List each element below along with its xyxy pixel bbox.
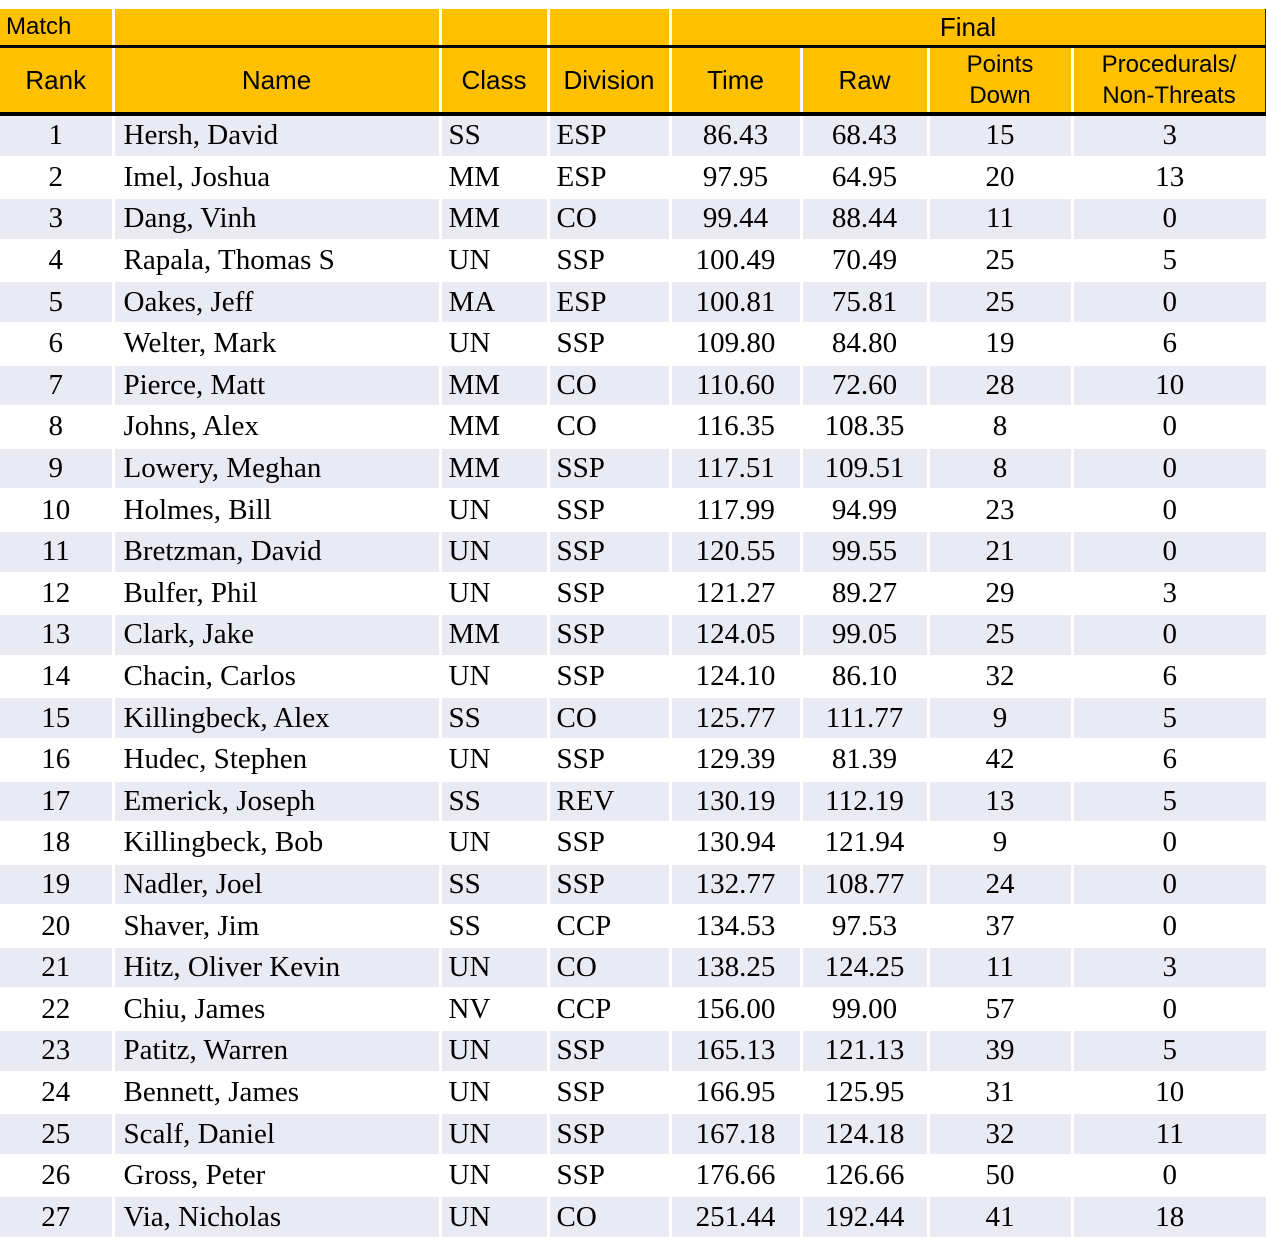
cell-raw: 97.53 bbox=[801, 905, 928, 947]
cell-class: SS bbox=[440, 905, 548, 947]
cell-class: UN bbox=[440, 1072, 548, 1114]
cell-rank: 19 bbox=[0, 864, 113, 906]
cell-division: CCP bbox=[548, 988, 670, 1030]
cell-division: SSP bbox=[548, 573, 670, 615]
cell-points_down: 19 bbox=[928, 323, 1072, 365]
cell-time: 124.05 bbox=[670, 614, 801, 656]
match-results-table bbox=[0, 9, 1266, 1237]
cell-rank: 2 bbox=[0, 157, 113, 199]
cell-time: 166.95 bbox=[670, 1072, 801, 1114]
cell-name: Dang, Vinh bbox=[113, 198, 440, 240]
col-header-points-down bbox=[928, 47, 1072, 115]
col-header-points-down-line2: Down bbox=[969, 82, 1031, 109]
cell-rank: 20 bbox=[0, 905, 113, 947]
table-row bbox=[0, 573, 1266, 615]
cell-name: Holmes, Bill bbox=[113, 489, 440, 531]
cell-points_down: 31 bbox=[928, 1072, 1072, 1114]
table-row bbox=[0, 656, 1266, 698]
table-row bbox=[0, 988, 1266, 1030]
cell-raw: 99.00 bbox=[801, 988, 928, 1030]
cell-points_down: 13 bbox=[928, 781, 1072, 823]
cell-time: 99.44 bbox=[670, 198, 801, 240]
header-spacer-division bbox=[548, 9, 670, 47]
cell-class: MM bbox=[440, 365, 548, 407]
cell-time: 156.00 bbox=[670, 988, 801, 1030]
cell-points_down: 25 bbox=[928, 614, 1072, 656]
cell-procedurals: 5 bbox=[1072, 1030, 1266, 1072]
cell-division: CO bbox=[548, 365, 670, 407]
cell-time: 130.19 bbox=[670, 781, 801, 823]
table-row bbox=[0, 448, 1266, 490]
cell-points_down: 29 bbox=[928, 573, 1072, 615]
cell-raw: 108.77 bbox=[801, 864, 928, 906]
cell-rank: 8 bbox=[0, 406, 113, 448]
cell-division: SSP bbox=[548, 489, 670, 531]
header-spacer-name bbox=[113, 9, 440, 47]
cell-rank: 6 bbox=[0, 323, 113, 365]
cell-rank: 25 bbox=[0, 1113, 113, 1155]
cell-class: SS bbox=[440, 697, 548, 739]
cell-points_down: 37 bbox=[928, 905, 1072, 947]
cell-points_down: 32 bbox=[928, 1113, 1072, 1155]
cell-raw: 72.60 bbox=[801, 365, 928, 407]
cell-time: 117.51 bbox=[670, 448, 801, 490]
cell-points_down: 50 bbox=[928, 1155, 1072, 1197]
cell-name: Nadler, Joel bbox=[113, 864, 440, 906]
cell-rank: 7 bbox=[0, 365, 113, 407]
cell-time: 176.66 bbox=[670, 1155, 801, 1197]
cell-procedurals: 0 bbox=[1072, 531, 1266, 573]
cell-time: 117.99 bbox=[670, 489, 801, 531]
cell-procedurals: 0 bbox=[1072, 822, 1266, 864]
cell-name: Scalf, Daniel bbox=[113, 1113, 440, 1155]
cell-name: Lowery, Meghan bbox=[113, 448, 440, 490]
cell-time: 251.44 bbox=[670, 1196, 801, 1237]
cell-time: 167.18 bbox=[670, 1113, 801, 1155]
header-spacer-class bbox=[440, 9, 548, 47]
cell-raw: 81.39 bbox=[801, 739, 928, 781]
cell-name: Bennett, James bbox=[113, 1072, 440, 1114]
table-row bbox=[0, 1196, 1266, 1237]
cell-name: Hitz, Oliver Kevin bbox=[113, 947, 440, 989]
cell-rank: 23 bbox=[0, 1030, 113, 1072]
header-row-columns bbox=[0, 47, 1266, 115]
cell-class: MM bbox=[440, 198, 548, 240]
cell-name: Killingbeck, Alex bbox=[113, 697, 440, 739]
cell-division: SSP bbox=[548, 822, 670, 864]
col-header-rank: Rank bbox=[0, 47, 113, 115]
header-row-top bbox=[0, 9, 1266, 47]
cell-procedurals: 0 bbox=[1072, 864, 1266, 906]
cell-points_down: 39 bbox=[928, 1030, 1072, 1072]
cell-division: CCP bbox=[548, 905, 670, 947]
cell-procedurals: 5 bbox=[1072, 240, 1266, 282]
cell-rank: 3 bbox=[0, 198, 113, 240]
cell-procedurals: 6 bbox=[1072, 323, 1266, 365]
cell-procedurals: 0 bbox=[1072, 448, 1266, 490]
table-row bbox=[0, 697, 1266, 739]
cell-raw: 124.18 bbox=[801, 1113, 928, 1155]
cell-class: UN bbox=[440, 240, 548, 282]
cell-raw: 111.77 bbox=[801, 697, 928, 739]
cell-points_down: 11 bbox=[928, 947, 1072, 989]
cell-raw: 84.80 bbox=[801, 323, 928, 365]
table-row bbox=[0, 781, 1266, 823]
cell-division: CO bbox=[548, 697, 670, 739]
cell-rank: 26 bbox=[0, 1155, 113, 1197]
cell-procedurals: 6 bbox=[1072, 739, 1266, 781]
cell-raw: 99.05 bbox=[801, 614, 928, 656]
cell-division: SSP bbox=[548, 656, 670, 698]
cell-name: Bulfer, Phil bbox=[113, 573, 440, 615]
cell-points_down: 41 bbox=[928, 1196, 1072, 1237]
cell-division: SSP bbox=[548, 1072, 670, 1114]
cell-points_down: 8 bbox=[928, 406, 1072, 448]
cell-division: SSP bbox=[548, 531, 670, 573]
cell-class: MM bbox=[440, 448, 548, 490]
col-header-points-down-line1: Points bbox=[966, 50, 1034, 78]
cell-points_down: 11 bbox=[928, 198, 1072, 240]
cell-division: SSP bbox=[548, 739, 670, 781]
cell-class: MA bbox=[440, 281, 548, 323]
cell-rank: 24 bbox=[0, 1072, 113, 1114]
cell-procedurals: 0 bbox=[1072, 905, 1266, 947]
table-row bbox=[0, 864, 1266, 906]
cell-class: UN bbox=[440, 656, 548, 698]
cell-rank: 21 bbox=[0, 947, 113, 989]
cell-time: 97.95 bbox=[670, 157, 801, 199]
cell-rank: 12 bbox=[0, 573, 113, 615]
cell-class: NV bbox=[440, 988, 548, 1030]
cell-class: UN bbox=[440, 531, 548, 573]
cell-raw: 121.94 bbox=[801, 822, 928, 864]
cell-name: Gross, Peter bbox=[113, 1155, 440, 1197]
cell-rank: 16 bbox=[0, 739, 113, 781]
table-row bbox=[0, 739, 1266, 781]
cell-points_down: 42 bbox=[928, 739, 1072, 781]
cell-class: UN bbox=[440, 489, 548, 531]
cell-name: Emerick, Joseph bbox=[113, 781, 440, 823]
col-header-procedurals bbox=[1072, 47, 1266, 115]
cell-name: Hudec, Stephen bbox=[113, 739, 440, 781]
cell-raw: 75.81 bbox=[801, 281, 928, 323]
cell-class: UN bbox=[440, 573, 548, 615]
cell-procedurals: 0 bbox=[1072, 281, 1266, 323]
cell-procedurals: 0 bbox=[1072, 988, 1266, 1030]
cell-raw: 192.44 bbox=[801, 1196, 928, 1237]
col-header-division: Division bbox=[548, 47, 670, 115]
cell-procedurals: 10 bbox=[1072, 365, 1266, 407]
cell-points_down: 28 bbox=[928, 365, 1072, 407]
cell-name: Chiu, James bbox=[113, 988, 440, 1030]
table-row bbox=[0, 1113, 1266, 1155]
table-row bbox=[0, 489, 1266, 531]
cell-division: SSP bbox=[548, 864, 670, 906]
cell-division: CO bbox=[548, 198, 670, 240]
cell-raw: 99.55 bbox=[801, 531, 928, 573]
table-row bbox=[0, 198, 1266, 240]
cell-division: SSP bbox=[548, 1113, 670, 1155]
cell-procedurals: 3 bbox=[1072, 114, 1266, 157]
cell-name: Shaver, Jim bbox=[113, 905, 440, 947]
cell-procedurals: 0 bbox=[1072, 1155, 1266, 1197]
cell-name: Clark, Jake bbox=[113, 614, 440, 656]
cell-raw: 89.27 bbox=[801, 573, 928, 615]
cell-time: 109.80 bbox=[670, 323, 801, 365]
table-row bbox=[0, 822, 1266, 864]
table-row bbox=[0, 1155, 1266, 1197]
table-row bbox=[0, 240, 1266, 282]
cell-procedurals: 0 bbox=[1072, 614, 1266, 656]
table-row bbox=[0, 905, 1266, 947]
cell-points_down: 32 bbox=[928, 656, 1072, 698]
cell-name: Killingbeck, Bob bbox=[113, 822, 440, 864]
col-header-time: Time bbox=[670, 47, 801, 115]
cell-rank: 13 bbox=[0, 614, 113, 656]
cell-raw: 112.19 bbox=[801, 781, 928, 823]
cell-points_down: 15 bbox=[928, 114, 1072, 157]
table-row bbox=[0, 614, 1266, 656]
cell-name: Hersh, David bbox=[113, 114, 440, 157]
cell-time: 110.60 bbox=[670, 365, 801, 407]
cell-class: UN bbox=[440, 739, 548, 781]
cell-rank: 10 bbox=[0, 489, 113, 531]
table-row bbox=[0, 947, 1266, 989]
results-body bbox=[0, 114, 1266, 1237]
cell-raw: 94.99 bbox=[801, 489, 928, 531]
cell-time: 100.49 bbox=[670, 240, 801, 282]
cell-class: SS bbox=[440, 864, 548, 906]
cell-division: SSP bbox=[548, 240, 670, 282]
cell-name: Welter, Mark bbox=[113, 323, 440, 365]
cell-raw: 88.44 bbox=[801, 198, 928, 240]
cell-rank: 15 bbox=[0, 697, 113, 739]
cell-name: Via, Nicholas bbox=[113, 1196, 440, 1237]
cell-time: 129.39 bbox=[670, 739, 801, 781]
cell-division: SSP bbox=[548, 614, 670, 656]
cell-points_down: 57 bbox=[928, 988, 1072, 1030]
cell-division: ESP bbox=[548, 114, 670, 157]
cell-division: SSP bbox=[548, 1030, 670, 1072]
cell-class: MM bbox=[440, 614, 548, 656]
cell-time: 121.27 bbox=[670, 573, 801, 615]
cell-class: UN bbox=[440, 822, 548, 864]
cell-division: CO bbox=[548, 947, 670, 989]
cell-rank: 14 bbox=[0, 656, 113, 698]
cell-class: UN bbox=[440, 323, 548, 365]
cell-raw: 126.66 bbox=[801, 1155, 928, 1197]
table-row bbox=[0, 1072, 1266, 1114]
cell-name: Rapala, Thomas S bbox=[113, 240, 440, 282]
cell-points_down: 24 bbox=[928, 864, 1072, 906]
cell-time: 124.10 bbox=[670, 656, 801, 698]
cell-name: Chacin, Carlos bbox=[113, 656, 440, 698]
col-header-class: Class bbox=[440, 47, 548, 115]
cell-procedurals: 3 bbox=[1072, 947, 1266, 989]
table-row bbox=[0, 531, 1266, 573]
cell-name: Oakes, Jeff bbox=[113, 281, 440, 323]
col-header-procedurals-line1: Procedurals/ bbox=[1101, 50, 1237, 78]
cell-procedurals: 0 bbox=[1072, 489, 1266, 531]
cell-raw: 109.51 bbox=[801, 448, 928, 490]
final-label: Final bbox=[670, 9, 1266, 47]
cell-rank: 1 bbox=[0, 114, 113, 157]
cell-time: 130.94 bbox=[670, 822, 801, 864]
cell-rank: 9 bbox=[0, 448, 113, 490]
cell-division: ESP bbox=[548, 157, 670, 199]
cell-class: MM bbox=[440, 157, 548, 199]
cell-class: SS bbox=[440, 114, 548, 157]
table-row bbox=[0, 114, 1266, 157]
cell-name: Imel, Joshua bbox=[113, 157, 440, 199]
cell-procedurals: 0 bbox=[1072, 198, 1266, 240]
col-header-procedurals-line2: Non-Threats bbox=[1102, 82, 1236, 109]
cell-time: 165.13 bbox=[670, 1030, 801, 1072]
cell-class: UN bbox=[440, 1155, 548, 1197]
cell-class: UN bbox=[440, 1030, 548, 1072]
cell-raw: 125.95 bbox=[801, 1072, 928, 1114]
match-label: Match bbox=[0, 9, 113, 47]
col-header-name: Name bbox=[113, 47, 440, 115]
cell-division: REV bbox=[548, 781, 670, 823]
cell-time: 134.53 bbox=[670, 905, 801, 947]
cell-rank: 11 bbox=[0, 531, 113, 573]
col-header-raw: Raw bbox=[801, 47, 928, 115]
cell-class: SS bbox=[440, 781, 548, 823]
cell-time: 100.81 bbox=[670, 281, 801, 323]
cell-time: 86.43 bbox=[670, 114, 801, 157]
cell-time: 120.55 bbox=[670, 531, 801, 573]
table-header bbox=[0, 9, 1266, 114]
cell-procedurals: 18 bbox=[1072, 1196, 1266, 1237]
cell-points_down: 20 bbox=[928, 157, 1072, 199]
cell-class: UN bbox=[440, 947, 548, 989]
cell-class: UN bbox=[440, 1196, 548, 1237]
cell-points_down: 9 bbox=[928, 697, 1072, 739]
cell-division: SSP bbox=[548, 323, 670, 365]
cell-procedurals: 11 bbox=[1072, 1113, 1266, 1155]
cell-procedurals: 6 bbox=[1072, 656, 1266, 698]
table-row bbox=[0, 323, 1266, 365]
cell-rank: 18 bbox=[0, 822, 113, 864]
cell-class: MM bbox=[440, 406, 548, 448]
cell-name: Johns, Alex bbox=[113, 406, 440, 448]
cell-rank: 27 bbox=[0, 1196, 113, 1237]
cell-raw: 64.95 bbox=[801, 157, 928, 199]
cell-points_down: 23 bbox=[928, 489, 1072, 531]
table-row bbox=[0, 281, 1266, 323]
cell-points_down: 8 bbox=[928, 448, 1072, 490]
table-row bbox=[0, 406, 1266, 448]
cell-procedurals: 10 bbox=[1072, 1072, 1266, 1114]
cell-raw: 70.49 bbox=[801, 240, 928, 282]
cell-raw: 121.13 bbox=[801, 1030, 928, 1072]
cell-raw: 108.35 bbox=[801, 406, 928, 448]
cell-raw: 86.10 bbox=[801, 656, 928, 698]
cell-division: SSP bbox=[548, 1155, 670, 1197]
table-row bbox=[0, 157, 1266, 199]
cell-points_down: 21 bbox=[928, 531, 1072, 573]
table-row bbox=[0, 1030, 1266, 1072]
cell-procedurals: 5 bbox=[1072, 697, 1266, 739]
cell-rank: 17 bbox=[0, 781, 113, 823]
cell-rank: 5 bbox=[0, 281, 113, 323]
cell-class: UN bbox=[440, 1113, 548, 1155]
cell-procedurals: 3 bbox=[1072, 573, 1266, 615]
cell-points_down: 9 bbox=[928, 822, 1072, 864]
cell-division: CO bbox=[548, 406, 670, 448]
cell-points_down: 25 bbox=[928, 281, 1072, 323]
cell-rank: 22 bbox=[0, 988, 113, 1030]
cell-time: 125.77 bbox=[670, 697, 801, 739]
cell-division: CO bbox=[548, 1196, 670, 1237]
cell-rank: 4 bbox=[0, 240, 113, 282]
cell-name: Bretzman, David bbox=[113, 531, 440, 573]
cell-division: SSP bbox=[548, 448, 670, 490]
cell-procedurals: 5 bbox=[1072, 781, 1266, 823]
cell-raw: 124.25 bbox=[801, 947, 928, 989]
cell-name: Pierce, Matt bbox=[113, 365, 440, 407]
cell-raw: 68.43 bbox=[801, 114, 928, 157]
cell-time: 132.77 bbox=[670, 864, 801, 906]
cell-name: Patitz, Warren bbox=[113, 1030, 440, 1072]
cell-time: 138.25 bbox=[670, 947, 801, 989]
cell-procedurals: 0 bbox=[1072, 406, 1266, 448]
cell-procedurals: 13 bbox=[1072, 157, 1266, 199]
cell-points_down: 25 bbox=[928, 240, 1072, 282]
table-row bbox=[0, 365, 1266, 407]
cell-division: ESP bbox=[548, 281, 670, 323]
cell-time: 116.35 bbox=[670, 406, 801, 448]
